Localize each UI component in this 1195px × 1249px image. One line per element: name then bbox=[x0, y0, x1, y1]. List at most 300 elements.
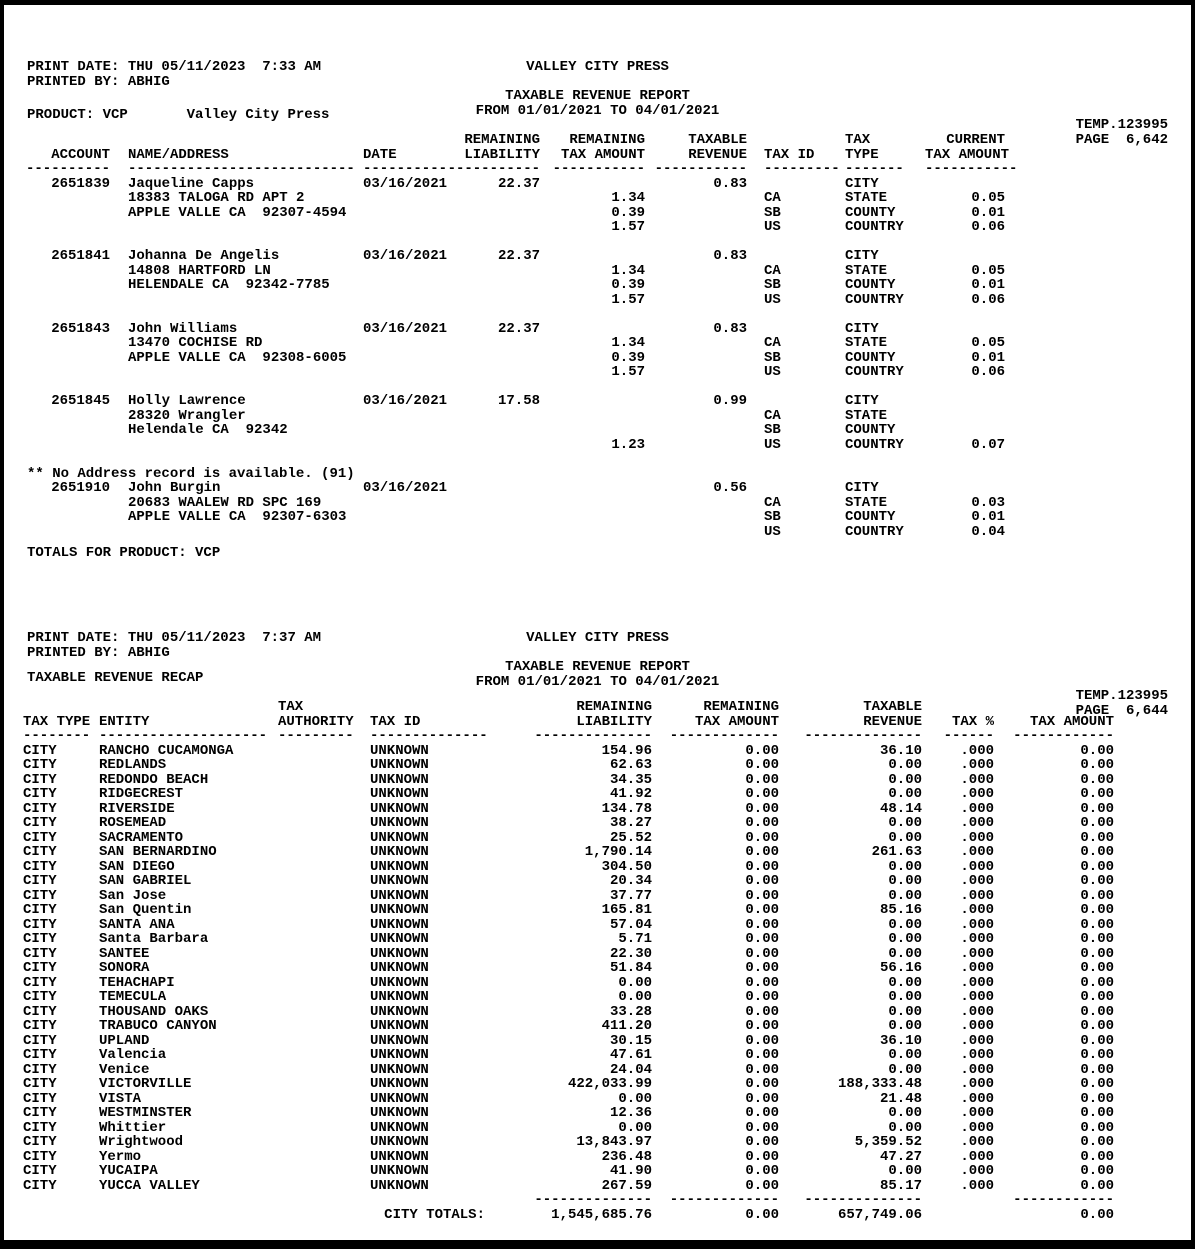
cell: UNKNOWN bbox=[370, 989, 429, 1005]
cell: SANTA ANA bbox=[99, 916, 175, 933]
cell bbox=[278, 802, 362, 817]
cell bbox=[747, 177, 817, 192]
cell: 0.00 bbox=[1080, 844, 1114, 860]
cell bbox=[278, 744, 362, 759]
cell: .000 bbox=[960, 1018, 994, 1034]
cell: 0.01 bbox=[971, 509, 1005, 525]
table-row bbox=[23, 264, 1005, 279]
cell bbox=[540, 496, 645, 511]
cell bbox=[925, 177, 1005, 192]
cell: 1.34 bbox=[611, 190, 645, 206]
cell: 0.00 bbox=[745, 1032, 779, 1049]
cell: .000 bbox=[960, 1134, 994, 1150]
cell: 0.00 bbox=[745, 1018, 779, 1034]
cell: COUNTY bbox=[845, 349, 896, 366]
cell: RANCHO CUCAMONGA bbox=[99, 742, 234, 759]
cell: CITY bbox=[23, 786, 57, 802]
cell bbox=[23, 351, 110, 366]
header-cell bbox=[994, 700, 1114, 715]
cell: 48.14 bbox=[879, 800, 922, 817]
cell bbox=[99, 1193, 278, 1208]
cell: UNKNOWN bbox=[370, 1003, 429, 1020]
cell: 0.00 bbox=[1080, 1090, 1114, 1107]
table-row bbox=[23, 918, 1114, 933]
cell: CITY bbox=[23, 1177, 57, 1194]
cell: CITY bbox=[23, 1105, 57, 1121]
cell: 0.00 bbox=[888, 786, 922, 802]
cell bbox=[925, 481, 1005, 496]
cell: CITY bbox=[23, 902, 57, 918]
cell: 0.00 bbox=[1080, 989, 1114, 1005]
cell bbox=[447, 191, 540, 206]
cell: CITY bbox=[23, 960, 57, 976]
cell: UNKNOWN bbox=[370, 1090, 429, 1107]
cell: CA bbox=[764, 190, 781, 206]
cell: 0.39 bbox=[611, 204, 645, 221]
cell: 0.00 bbox=[1080, 1047, 1114, 1063]
cell: 0.00 bbox=[1080, 916, 1114, 933]
cell bbox=[645, 365, 747, 380]
cell: US bbox=[764, 291, 781, 308]
header-cell: TAX AMOUNT bbox=[1029, 713, 1114, 730]
page-number: PAGE 6,642 bbox=[1075, 131, 1168, 148]
table-row bbox=[23, 481, 1005, 496]
cell: 0.00 bbox=[1080, 1177, 1114, 1194]
cell: 36.10 bbox=[879, 742, 922, 759]
cell bbox=[278, 918, 362, 933]
header-row bbox=[23, 715, 1114, 730]
cell: Holly Lawrence bbox=[128, 393, 246, 409]
cell: UNKNOWN bbox=[370, 858, 429, 875]
cell: 85.16 bbox=[879, 902, 922, 918]
cell: 0.00 bbox=[1080, 960, 1114, 976]
cell bbox=[23, 496, 110, 511]
cell: 0.04 bbox=[971, 523, 1005, 540]
cell bbox=[447, 481, 540, 496]
cell: 0.00 bbox=[745, 800, 779, 817]
cell: 38.27 bbox=[609, 815, 652, 831]
cell: .000 bbox=[960, 931, 994, 947]
cell: .000 bbox=[960, 1076, 994, 1092]
cell: UNKNOWN bbox=[370, 1119, 429, 1136]
cell: .000 bbox=[960, 786, 994, 802]
cell: 0.00 bbox=[745, 1090, 779, 1107]
header-cell: CURRENT bbox=[946, 132, 1005, 148]
cell: 0.00 bbox=[1080, 1032, 1114, 1049]
cell: 41.90 bbox=[609, 1163, 652, 1179]
cell: 25.52 bbox=[609, 829, 652, 846]
cell: 13,843.97 bbox=[576, 1134, 652, 1150]
header-cell: TAX ID bbox=[764, 146, 815, 163]
cell: UNKNOWN bbox=[370, 815, 429, 831]
blank-row bbox=[23, 452, 1005, 467]
cell bbox=[447, 438, 540, 453]
cell bbox=[278, 889, 362, 904]
cell: COUNTY bbox=[845, 509, 896, 525]
cell bbox=[278, 874, 362, 889]
cell: 0.00 bbox=[888, 916, 922, 933]
cell bbox=[540, 409, 645, 424]
table-row bbox=[23, 423, 1005, 438]
cell: 422,033.99 bbox=[567, 1076, 652, 1092]
header-row bbox=[23, 148, 1005, 163]
cell: CITY bbox=[23, 1163, 57, 1179]
product-line: PRODUCT: VCP Valley City Press bbox=[27, 107, 330, 123]
cell: 2651910 bbox=[51, 480, 110, 496]
cell: UNKNOWN bbox=[370, 1163, 429, 1179]
cell: 0.00 bbox=[888, 945, 922, 962]
header-cell: REMAINING bbox=[464, 132, 540, 148]
cell: 0.00 bbox=[745, 742, 779, 759]
cell: CITY bbox=[845, 480, 879, 496]
cell: 0.00 bbox=[888, 1105, 922, 1121]
cell: CITY bbox=[23, 1148, 57, 1165]
cell: Johanna De Angelis bbox=[128, 248, 280, 264]
header-cell bbox=[747, 133, 817, 148]
cell: Venice bbox=[99, 1061, 150, 1078]
cell: 0.01 bbox=[971, 277, 1005, 293]
cell bbox=[355, 423, 447, 438]
header-cell bbox=[99, 700, 278, 715]
cell: 5.71 bbox=[618, 931, 652, 947]
table-row bbox=[23, 932, 1114, 947]
cell: 0.00 bbox=[888, 1163, 922, 1179]
cell: .000 bbox=[960, 989, 994, 1005]
cell: 20.34 bbox=[609, 873, 652, 889]
cell: UNKNOWN bbox=[370, 844, 429, 860]
cell: 0.00 bbox=[888, 1119, 922, 1136]
cell: STATE bbox=[845, 262, 888, 279]
print-date: PRINT DATE: THU 05/11/2023 7:37 AM bbox=[27, 630, 322, 646]
cell bbox=[540, 177, 645, 192]
cell: 0.00 bbox=[1080, 887, 1114, 904]
cell: 2651843 bbox=[51, 320, 110, 337]
cell: VICTORVILLE bbox=[99, 1076, 192, 1092]
cell: 0.00 bbox=[745, 945, 779, 962]
header-cell: -------------------- bbox=[99, 728, 268, 744]
table-row bbox=[23, 744, 1114, 759]
cell bbox=[278, 845, 362, 860]
cell: 0.00 bbox=[1080, 1163, 1114, 1179]
temp-number: TEMP.123995 bbox=[1075, 688, 1168, 704]
cell: SAN GABRIEL bbox=[99, 873, 192, 889]
cell bbox=[278, 1034, 362, 1049]
cell: .000 bbox=[960, 873, 994, 889]
cell: YUCAIPA bbox=[99, 1163, 158, 1179]
cell: 267.59 bbox=[601, 1177, 652, 1194]
cell bbox=[278, 758, 362, 773]
blank-row bbox=[23, 380, 1005, 395]
cell: SACRAMENTO bbox=[99, 829, 184, 846]
cell: UNKNOWN bbox=[370, 771, 429, 788]
cell: 134.78 bbox=[601, 800, 652, 817]
cell: Whittier bbox=[99, 1119, 167, 1136]
cell: .000 bbox=[960, 815, 994, 831]
table-row bbox=[23, 191, 1005, 206]
header-row bbox=[23, 162, 1005, 177]
cell bbox=[447, 496, 540, 511]
cell bbox=[925, 423, 1005, 438]
cell: RIVERSIDE bbox=[99, 800, 175, 817]
cell bbox=[540, 481, 645, 496]
cell bbox=[447, 365, 540, 380]
table-row bbox=[23, 1048, 1114, 1063]
cell bbox=[645, 351, 747, 366]
table-row bbox=[23, 1063, 1114, 1078]
table-row bbox=[23, 336, 1005, 351]
cell: 236.48 bbox=[601, 1148, 652, 1165]
header-cell: -------------- bbox=[534, 728, 652, 744]
cell: 18383 TALOGA RD APT 2 bbox=[128, 190, 305, 206]
table-row bbox=[23, 438, 1005, 453]
cell: CITY bbox=[23, 1119, 57, 1136]
cell: 0.00 bbox=[1080, 757, 1114, 773]
cell: UNKNOWN bbox=[370, 786, 429, 802]
table-row bbox=[23, 816, 1114, 831]
cell: 1,545,685.76 bbox=[551, 1206, 652, 1223]
cell bbox=[925, 409, 1005, 424]
header-cell bbox=[110, 133, 355, 148]
cell: 0.00 bbox=[745, 757, 779, 773]
cell: CITY bbox=[23, 1061, 57, 1078]
cell: 0.00 bbox=[745, 1105, 779, 1121]
cell: 0.06 bbox=[971, 364, 1005, 380]
cell: 0.00 bbox=[745, 1003, 779, 1020]
cell: CITY bbox=[23, 1018, 57, 1034]
cell bbox=[645, 220, 747, 235]
header-cell: --------- bbox=[278, 728, 354, 744]
cell bbox=[355, 336, 447, 351]
cell: 0.00 bbox=[745, 1119, 779, 1136]
cell bbox=[278, 1164, 362, 1179]
cell: 657,749.06 bbox=[837, 1206, 922, 1223]
cell: 165.81 bbox=[601, 902, 652, 918]
cell bbox=[355, 293, 447, 308]
header-cell: --------------------------- bbox=[128, 161, 355, 177]
cell: UNKNOWN bbox=[370, 1134, 429, 1150]
cell: 0.99 bbox=[713, 393, 747, 409]
cell bbox=[355, 365, 447, 380]
header-cell: REMAINING bbox=[703, 699, 779, 715]
header-cell: -------------- bbox=[370, 728, 488, 744]
cell: STATE bbox=[845, 335, 888, 351]
cell: COUNTY bbox=[845, 422, 896, 438]
cell: 12.36 bbox=[609, 1105, 652, 1121]
cell: 304.50 bbox=[601, 858, 652, 875]
header-cell: TAXABLE bbox=[863, 699, 922, 715]
cell: 0.00 bbox=[1080, 945, 1114, 962]
cell bbox=[645, 510, 747, 525]
cell: John Burgin bbox=[128, 480, 221, 496]
note-row bbox=[23, 467, 1005, 482]
cell bbox=[23, 220, 110, 235]
cell: 1,790.14 bbox=[584, 844, 652, 860]
cell bbox=[278, 1019, 362, 1034]
cell: Yermo bbox=[99, 1148, 142, 1165]
header-cell: -------- bbox=[23, 728, 91, 744]
cell: CITY bbox=[23, 1047, 57, 1063]
cell: 0.39 bbox=[611, 349, 645, 366]
cell: 1.34 bbox=[611, 262, 645, 279]
cell: .000 bbox=[960, 858, 994, 875]
header-cell: TAX AMOUNT bbox=[560, 146, 645, 163]
cell bbox=[23, 264, 110, 279]
cell: STATE bbox=[845, 190, 888, 206]
cell: -------------- bbox=[804, 1192, 922, 1208]
table-row bbox=[23, 1092, 1114, 1107]
table-row bbox=[23, 1164, 1114, 1179]
table-row bbox=[23, 773, 1114, 788]
cell: 0.56 bbox=[713, 480, 747, 496]
header-cell: LIABILITY bbox=[576, 713, 652, 730]
cell: UNKNOWN bbox=[370, 1076, 429, 1092]
table-row bbox=[23, 831, 1114, 846]
cell bbox=[925, 394, 1005, 409]
cell: UNKNOWN bbox=[370, 887, 429, 904]
cell bbox=[23, 510, 110, 525]
cell bbox=[355, 438, 447, 453]
table-row bbox=[23, 177, 1005, 192]
cell: 0.00 bbox=[888, 1047, 922, 1063]
cell: APPLE VALLE CA 92308-6005 bbox=[128, 349, 347, 366]
cell: CITY bbox=[23, 887, 57, 904]
header-cell bbox=[23, 133, 110, 148]
print-date: PRINT DATE: THU 05/11/2023 7:33 AM bbox=[27, 59, 322, 75]
cell: CITY bbox=[845, 393, 879, 409]
cell bbox=[278, 1208, 362, 1223]
cell: .000 bbox=[960, 1177, 994, 1194]
cell bbox=[355, 525, 447, 540]
cell bbox=[23, 409, 110, 424]
table-row bbox=[23, 525, 1005, 540]
cell bbox=[278, 1092, 362, 1107]
cell: CITY bbox=[23, 858, 57, 875]
cell bbox=[23, 365, 110, 380]
cell: 0.00 bbox=[745, 974, 779, 991]
cell: UNKNOWN bbox=[370, 974, 429, 991]
cell: 2651839 bbox=[51, 175, 110, 192]
cell: CITY bbox=[845, 175, 879, 192]
cell: CA bbox=[764, 262, 781, 279]
product-totals-line: TOTALS FOR PRODUCT: VCP bbox=[27, 545, 221, 561]
cell: 0.00 bbox=[1080, 974, 1114, 991]
cell: 0.00 bbox=[888, 1018, 922, 1034]
cell bbox=[645, 206, 747, 221]
cell: CITY bbox=[23, 974, 57, 991]
cell: 20683 WAALEW RD SPC 169 bbox=[128, 494, 322, 511]
cell: 14808 HARTFORD LN bbox=[128, 262, 271, 279]
cell: .000 bbox=[960, 1032, 994, 1049]
cell bbox=[23, 191, 110, 206]
cell: CITY bbox=[23, 916, 57, 933]
cell bbox=[747, 249, 817, 264]
cell bbox=[23, 423, 110, 438]
cell: 0.00 bbox=[1080, 742, 1114, 759]
cell bbox=[362, 1193, 495, 1208]
cell: CITY bbox=[23, 945, 57, 962]
table-row bbox=[23, 1135, 1114, 1150]
cell: CITY bbox=[23, 1090, 57, 1107]
cell: 51.84 bbox=[609, 960, 652, 976]
cell: COUNTRY bbox=[845, 219, 904, 235]
cell bbox=[23, 1193, 99, 1208]
cell bbox=[278, 1193, 362, 1208]
cell: UNKNOWN bbox=[370, 757, 429, 773]
cell bbox=[645, 438, 747, 453]
cell: 0.00 bbox=[1080, 771, 1114, 788]
cell: CITY bbox=[23, 873, 57, 889]
cell: 0.00 bbox=[888, 1061, 922, 1078]
cell: 0.00 bbox=[1080, 1076, 1114, 1092]
cell: 03/16/2021 bbox=[363, 320, 448, 337]
cell bbox=[645, 423, 747, 438]
cell: APPLE VALLE CA 92307-4594 bbox=[128, 204, 347, 221]
cell bbox=[747, 322, 817, 337]
header-cell: ACCOUNT bbox=[51, 146, 110, 163]
cell: 0.00 bbox=[1080, 1018, 1114, 1034]
cell: CA bbox=[764, 335, 781, 351]
cell: .000 bbox=[960, 742, 994, 759]
cell: UNKNOWN bbox=[370, 1032, 429, 1049]
table-row bbox=[23, 249, 1005, 264]
cell: 0.00 bbox=[745, 989, 779, 1005]
cell: .000 bbox=[960, 974, 994, 991]
cell: REDLANDS bbox=[99, 757, 167, 773]
cell: STATE bbox=[845, 494, 888, 511]
cell bbox=[355, 264, 447, 279]
table-row bbox=[23, 409, 1005, 424]
cell: CITY bbox=[845, 248, 879, 264]
cell: 22.37 bbox=[497, 320, 540, 337]
header-cell: ------------- bbox=[669, 728, 779, 744]
cell bbox=[110, 365, 355, 380]
table-row bbox=[23, 1034, 1114, 1049]
cell: John Williams bbox=[128, 320, 238, 337]
header-cell: ------------ bbox=[1013, 728, 1114, 744]
cell bbox=[447, 220, 540, 235]
cell: COUNTRY bbox=[845, 291, 904, 308]
cell: UPLAND bbox=[99, 1032, 150, 1049]
cell: 0.00 bbox=[618, 1090, 652, 1107]
cell: .000 bbox=[960, 960, 994, 976]
table-row bbox=[23, 1106, 1114, 1121]
cell: 0.00 bbox=[888, 989, 922, 1005]
header-cell: ------ bbox=[943, 728, 994, 744]
cell: 28320 Wrangler bbox=[128, 407, 246, 424]
table-row bbox=[23, 206, 1005, 221]
cell: CA bbox=[764, 494, 781, 511]
cell: 0.01 bbox=[971, 204, 1005, 221]
cell: 47.61 bbox=[609, 1047, 652, 1063]
cell bbox=[278, 990, 362, 1005]
cell: 0.00 bbox=[745, 1206, 779, 1223]
header-row bbox=[23, 729, 1114, 744]
cell: 0.00 bbox=[745, 931, 779, 947]
cell: 0.00 bbox=[1080, 829, 1114, 846]
header-cell: ----------- bbox=[925, 161, 1018, 177]
cell bbox=[278, 1135, 362, 1150]
cell: US bbox=[764, 436, 781, 453]
cell bbox=[540, 525, 645, 540]
cell: .000 bbox=[960, 757, 994, 773]
cell: 0.00 bbox=[1080, 1119, 1114, 1136]
blank-row bbox=[23, 235, 1005, 250]
cell bbox=[922, 1208, 994, 1223]
cell: CA bbox=[764, 407, 781, 424]
cell: 0.00 bbox=[745, 960, 779, 976]
cell: UNKNOWN bbox=[370, 916, 429, 933]
cell: APPLE VALLE CA 92307-6303 bbox=[128, 509, 347, 525]
